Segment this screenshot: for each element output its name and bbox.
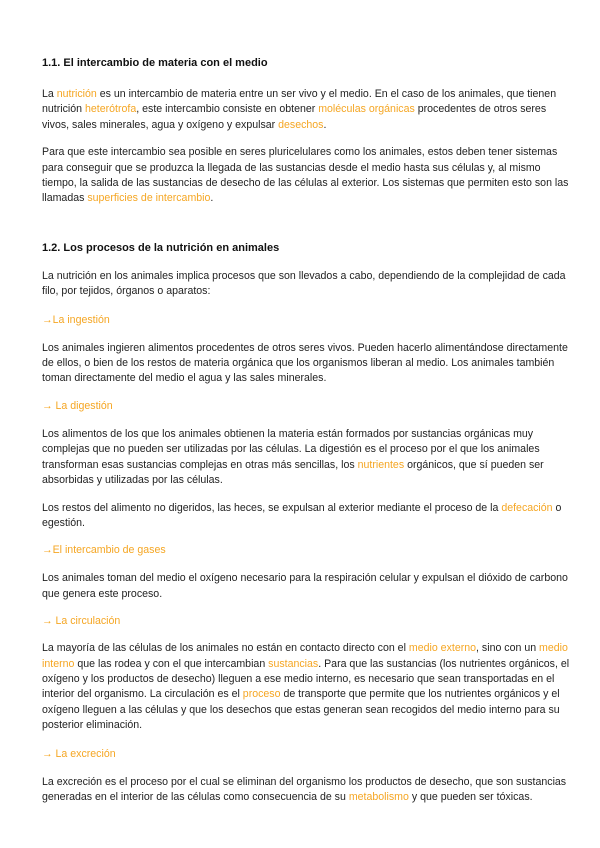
subheading-excrecion: → La excreción: [42, 747, 116, 760]
text-run: . Para que las sustancias (los nutrientes orgánicos, el oxígeno y los productos de desecho) lleguen a ese medio interno, es necesario que sean transportadas en el interior del organismo. La circulación es el: [42, 657, 570, 701]
link-metabolismo[interactable]: metabolismo: [348, 790, 409, 803]
text-run: Los alimentos de los que los animales obtienen la materia están formados por sustancias orgánicas muy complejas que no pueden ser utilizadas por las células. La digestión es el proceso por el que los animales transforman esas sustancias complejas en otras más sencillas, los: [42, 427, 540, 471]
link-defecacion[interactable]: defecación: [501, 501, 553, 514]
text-run: , sino con un: [476, 642, 540, 655]
text-run: .: [210, 192, 214, 205]
link-sustancias[interactable]: sustancias: [268, 657, 319, 670]
paragraph-nutricion: [42, 87, 574, 133]
paragraph-superficies: [42, 145, 574, 207]
text-run: orgánicos, que sí pueden ser absorbidas y utilizadas por las células.: [42, 458, 544, 487]
link-desechos[interactable]: desechos: [278, 118, 324, 131]
link-medio-externo[interactable]: medio externo: [408, 642, 477, 655]
subheading-ingestion: →La ingestión: [42, 313, 110, 326]
link-nutricion[interactable]: nutrición: [56, 88, 97, 100]
paragraph-defecacion: [42, 501, 574, 532]
text-run: La excreción es el proceso por el cual se eliminan del organismo los productos de desecho, que son sustancias generadas en el interior de las células como consecuencia de su: [42, 775, 567, 803]
link-nutrientes[interactable]: nutrientes: [357, 458, 405, 471]
paragraph-digestion: [42, 427, 574, 489]
section-1-2-heading: 1.2. Los procesos de la nutrición en animales: [42, 241, 280, 254]
paragraph-intro-procesos: La nutrición en los animales implica procesos que son llevados a cabo, dependiendo de la complejidad de cada filo, por tejidos, órganos o aparatos:: [42, 269, 566, 298]
text-run: .: [323, 118, 327, 131]
paragraph-excrecion: [42, 775, 574, 806]
subheading-digestion: → La digestión: [42, 399, 113, 412]
text-run: y que pueden ser tóxicas.: [408, 790, 533, 803]
text-run: que las rodea y con el que intercambian: [74, 657, 269, 670]
text-run: , este intercambio consiste en obtener: [136, 103, 319, 116]
text-run: procedentes de otros seres vivos, sales minerales, agua y oxígeno y expulsar: [42, 103, 547, 131]
text-run: de transporte que permite que los nutrientes orgánicos y el oxígeno lleguen a las células y que los desechos que estas generan sean recogidos del medio interno para su posterior eliminación.: [42, 688, 560, 732]
document-page: [42, 50, 574, 805]
subheading-circulacion: → La circulación: [42, 615, 121, 628]
text-run: La: [42, 88, 57, 100]
text-run: La mayoría de las células de los animales no están en contacto directo con el: [42, 642, 409, 655]
link-proceso[interactable]: proceso: [242, 688, 281, 701]
section-1-1-heading: 1.1. El intercambio de materia con el medio: [42, 57, 268, 69]
subheading-intercambio-gases: →El intercambio de gases: [42, 544, 166, 557]
paragraph-ingestion: Los animales ingieren alimentos procedentes de otros seres vivos. Pueden hacerlo alimentándose directamente de ellos, o bien de los restos de materia orgánica que los organismos liberan al medio. Los animales también toman directamente del medio el agua y las sales minerales.: [42, 341, 568, 385]
link-medio-interno[interactable]: medio interno: [42, 642, 568, 670]
text-run: o egestión.: [42, 501, 562, 529]
text-run: Para que este intercambio sea posible en seres pluricelulares como los animales, estos deben tener sistemas para conseguir que se produzca la llegada de las sustancias desde el medio hasta sus células y, al mismo tiempo, la salida de las sustancias de desecho de las células al exterior. Los sistemas que permiten esto son las llamadas: [42, 146, 569, 205]
paragraph-circulacion: [42, 641, 574, 733]
text-run: es un intercambio de materia entre un ser vivo y el medio. En el caso de los animales, que tienen nutrición: [42, 88, 557, 116]
text-run: Los restos del alimento no digeridos, las heces, se expulsan al exterior mediante el proceso de la: [42, 501, 502, 514]
link-moleculas-organicas[interactable]: moléculas orgánicas: [318, 103, 415, 116]
link-heterotrofa[interactable]: heterótrofa: [85, 103, 137, 116]
link-superficies-de-intercambio[interactable]: superficies de intercambio: [87, 192, 211, 205]
paragraph-intercambio-gases: Los animales toman del medio el oxígeno necesario para la respiración celular y expulsan el dióxido de carbono que genera este proceso.: [42, 572, 568, 600]
